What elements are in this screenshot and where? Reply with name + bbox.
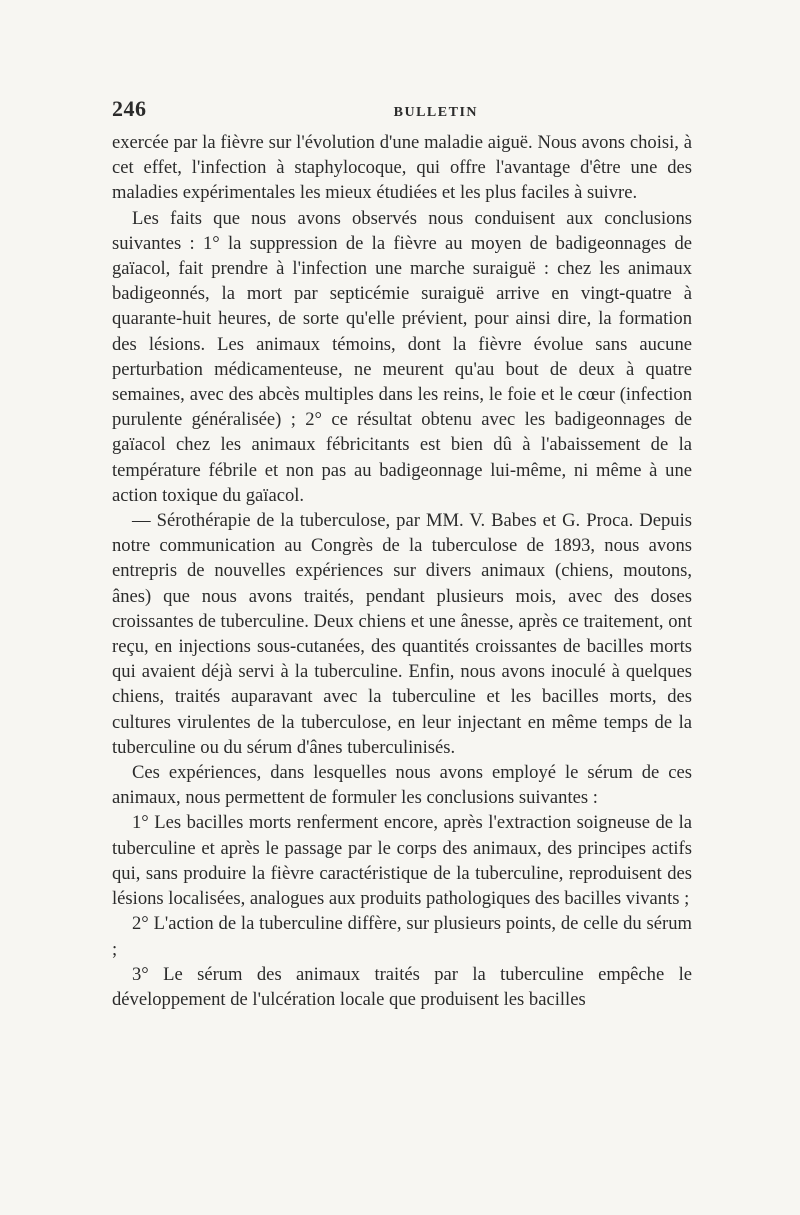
paragraph: Les faits que nous avons observés nous conduisent aux conclusions suivantes : 1° la suppression de la fièvre au moyen de badigeonnages de gaïacol, fait prendre à l'infection une marche suraiguë : chez les animaux badigeonnés, la mort par septicémie suraiguë arrive en vingt-quatre à quarante-huit heures, de sorte qu'elle prévient, pour ainsi dire, la formation des lésions. Les animaux témoins, dont la fièvre évolue sans aucune perturbation médicamenteuse, ne meurent qu'au bout de deux à quatre semaines, avec des abcès multiples dans les reins, le foie et le cœur (infection purulente généralisée) ; 2° ce résultat obtenu avec les badigeonnages de gaïacol chez les animaux fébricitants est bien dû à l'abaissement de la température fébrile et non pas au badigeonnage lui-même, ni même à une action toxique du gaïacol. <box>112 207 692 506</box>
body-text <box>112 130 692 1012</box>
paragraph: Ces expériences, dans lesquelles nous avons employé le sérum de ces animaux, nous permettent de formuler les conclusions suivantes : <box>112 762 692 809</box>
paragraph: 3° Le sérum des animaux traités par la tuberculine empêche le développement de l'ulcération locale que produisent les bacilles <box>112 963 692 1010</box>
page-header <box>112 96 692 126</box>
document-page <box>112 96 692 1012</box>
paragraph: 2° L'action de la tuberculine diffère, sur plusieurs points, de celle du sérum ; <box>112 913 692 960</box>
paragraph: — Sérothérapie de la tuberculose, par MM. V. Babes et G. Proca. Depuis notre communication au Congrès de la tuberculose de 1893, nous avons entrepris de nouvelles expériences sur divers animaux (chiens, moutons, ânes) que nous avons traités, pendant plusieurs mois, avec des doses croissantes de tuberculine. Deux chiens et une ânesse, après ce traitement, ont reçu, en injections sous-cutanées, des quantités croissantes de bacilles morts qui avaient déjà servi à la tuberculine. Enfin, nous avons inoculé à quelques chiens, traités auparavant avec la tuberculine et les bacilles morts, des cultures virulentes de la tuberculose, en leur injectant en même temps de la tuberculine ou du sérum d'ânes tuberculinisés. <box>112 510 692 758</box>
running-title: BULLETIN <box>393 105 478 120</box>
page-number: 246 <box>112 96 147 121</box>
paragraph: exercée par la fièvre sur l'évolution d'une maladie aiguë. Nous avons choisi, à cet effet, l'infection à staphylocoque, qui offre l'avantage d'être une des maladies expérimentales les mieux étudiées et les plus faciles à suivre. <box>112 132 692 204</box>
paragraph: 1° Les bacilles morts renferment encore, après l'extraction soigneuse de la tuberculine et après le passage par le corps des animaux, des principes actifs qui, sans produire la fièvre caractéristique de la tuberculine, reproduisent des lésions localisées, analogues aux produits pathologiques des bacilles vivants ; <box>112 812 692 910</box>
